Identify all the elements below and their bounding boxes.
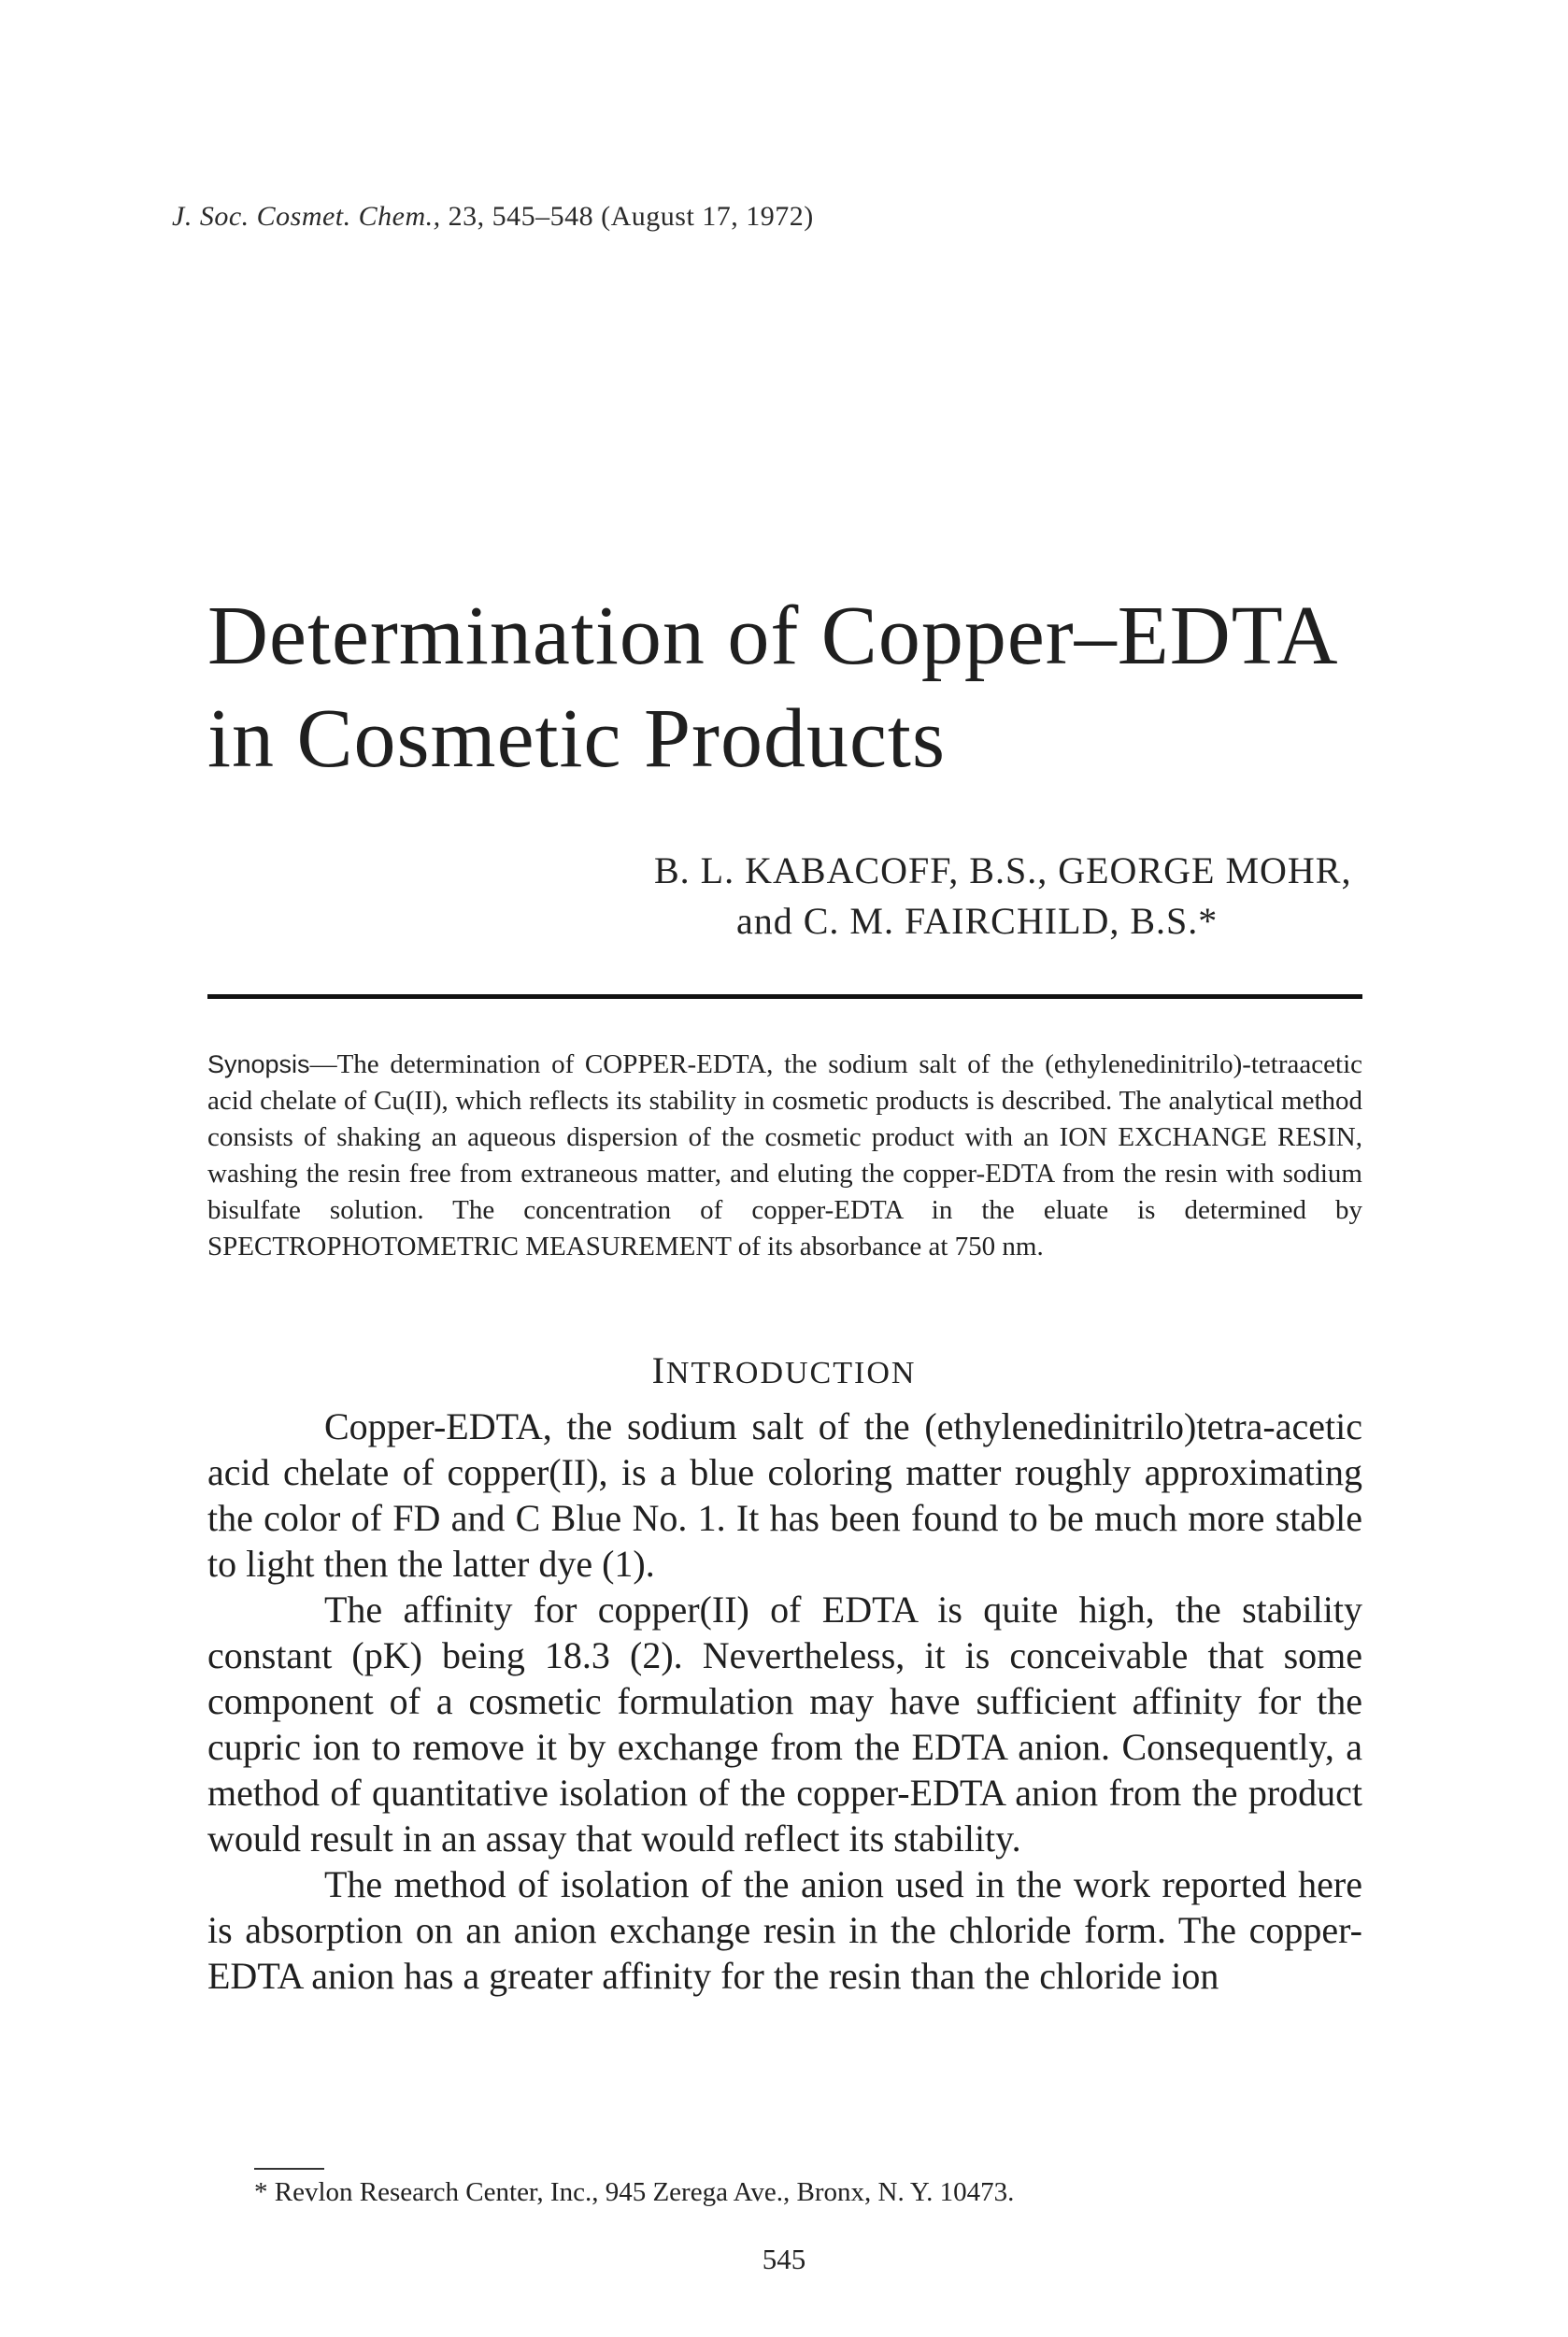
page-number: 545 [762,2243,806,2275]
synopsis-text: —The determination of COPPER-EDTA, the sodium salt of the (ethylenedinitrilo)-tetraacetic acid chelate of Cu(II), which reflects its stability in cosmetic products is described. The analytical method consists of shaking an aqueous dispersion of the cosmetic product with an ION EXCHANGE RESIN, washing the resin free from extraneous matter, and eluting the copper-EDTA from the resin with sodium bisulfate solution. The concentration of copper-EDTA in the eluate is determined by SPECTROPHOTOMETRIC MEASUREMENT of its absorbance at 750 nm. [207,1049,1362,1261]
article-title-line-1: Determination of Copper–EDTA [207,590,1339,682]
journal-abbreviation: J. Soc. Cosmet. Chem., [172,201,441,232]
footnote-affiliation: * Revlon Research Center, Inc., 945 Zerega Ave., Bronx, N. Y. 10473. [254,2177,1015,2207]
synopsis [207,1047,1362,1265]
section-heading-rest: NTRODUCTION [665,1356,917,1390]
body-paragraph-2: The affinity for copper(II) of EDTA is quite high, the stability constant (pK) being 18.3 (2). Nevertheless, it is conceivable that some component of a cosmetic formulation may have sufficient affinity for the cupric ion to remove it by exchange from the EDTA anion. Consequently, a method of quantitative isolation of the copper-EDTA anion from the product would result in an assay that would reflect its stability. [207,1589,1362,1860]
body-paragraph-1: Copper-EDTA, the sodium salt of the (ethylenedinitrilo)tetra-acetic acid chelate of copper(II), is a blue coloring matter roughly approximating the color of FD and C Blue No. 1. It has been found to be much more stable to light then the latter dye (1). [207,1405,1362,1585]
author-line-1: B. L. KABACOFF, B.S., GEORGE MOHR, [654,849,1352,891]
synopsis-label: Synopsis [207,1050,310,1078]
author-line-2: and C. M. FAIRCHILD, B.S.* [736,900,1219,942]
title-divider-rule [207,994,1362,999]
author-list [654,846,1364,947]
body-paragraph-3: The method of isolation of the anion used in the work reported here is absorption on an anion exchange resin in the chloride form. The copper-EDTA anion has a greater affinity for the resin than the chloride ion [207,1863,1362,1997]
introduction-body [207,1404,1362,1999]
article-title-line-2: in Cosmetic Products [207,692,946,785]
section-heading-initial: I [651,1349,666,1391]
running-head [172,201,814,233]
section-heading-introduction [0,1348,1568,1392]
article-title [207,585,1441,791]
footnote-rule [254,2168,324,2170]
citation-details: 23, 545–548 (August 17, 1972) [440,201,814,232]
